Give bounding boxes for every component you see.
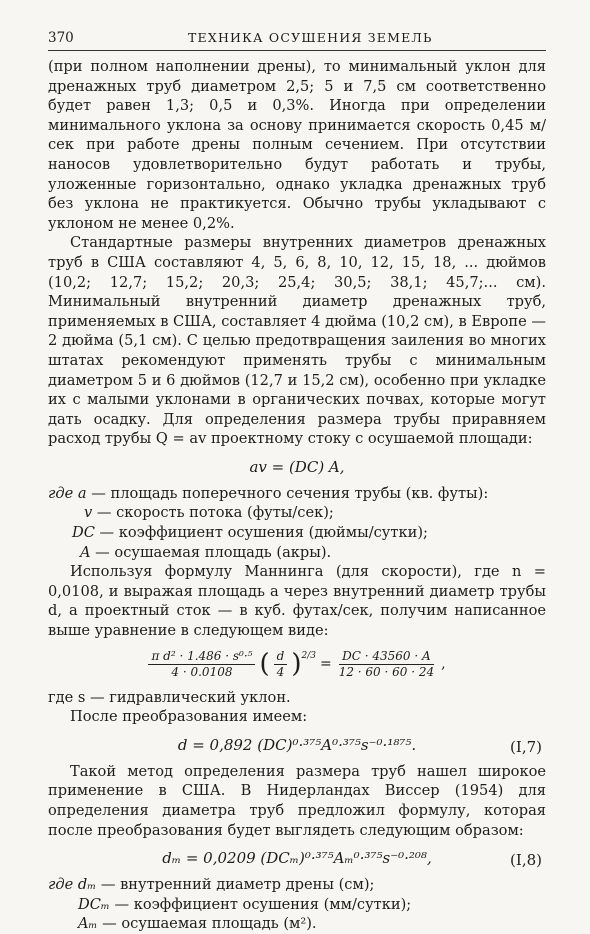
definition-item: [48, 895, 546, 915]
equation-3: [48, 736, 546, 754]
page-number: 370: [48, 30, 74, 46]
running-head: ТЕХНИКА ОСУШЕНИЯ ЗЕМЕЛЬ: [188, 30, 433, 45]
definition-term: где dₘ: [48, 876, 97, 894]
definition-item: [48, 503, 546, 523]
fraction-numerator: d: [274, 649, 288, 665]
definition-term: v: [84, 504, 93, 522]
paragraph-1: (при полном наполнении дрены), то минимальный уклон для дренажных труб диаметром 2,5; 5 и 7,5 см соответственно будет равен 1,3; 0,5 и 0,3%. Иногда при определении минимального уклона за основу принимается скорость 0,45 м/сек при работе дрены полным сечением. При отсутствии наносов удовлетворительно будут работать и трубы, уложенные горизонтально, однако укладка дренажных труб без уклона не практикуется. Обычно трубы укладывают с уклоном не менее 0,2%.: [48, 58, 546, 232]
definitions-2: [48, 875, 546, 934]
definition-item: [48, 914, 546, 934]
definition-desc: — внутренний диаметр дрены (см);: [96, 876, 375, 894]
paragraph-2: Стандартные размеры внутренних диаметров дренажных труб в США составляют 4, 5, 6, 8, 10, 12, 15, 18, ... дюймов (10,2; 12,7; 15,2; 20,3; 25,4; 30,5; 38,1; 45,7;... см). Минимальный внутренний диаметр дренажных труб, применяемых в США, составляет 4 дюйма (10,2 см), в Европе — 2 дюйма (5,1 см). С целью предотвращения заиления во многих штатах рекомендуют применять трубы с минимальным диаметром 5 и 6 дюймов (12,7 и 15,2 см), особенно при укладке их с малыми уклонами в органических почвах, которые могут дать осадку. Для определения размера трубы приравняем расход трубы Q = av проектному стоку с осушаемой площади:: [48, 234, 546, 448]
definition-item: [48, 484, 546, 504]
paragraph-3: Используя формулу Маннинга (для скорости), где n = 0,0108, и выражая площадь a через внутренний диаметр трубы d, а проектный сток — в куб. футах/сек, получим написанное выше уравнение в следующем виде:: [48, 563, 546, 640]
right-paren: ): [291, 649, 302, 680]
definition-item: [48, 543, 546, 563]
fraction-numerator: π d² · 1.486 · s⁰·⁵: [148, 649, 255, 665]
equation-1-text: av = (DC) A,: [249, 457, 345, 476]
definition-desc: — площадь поперечного сечения трубы (кв. футы):: [86, 484, 489, 502]
definition-desc: — коэффициент осушения (дюймы/сутки);: [94, 524, 428, 542]
note-s: где s — гидравлический уклон.: [48, 688, 291, 706]
definition-desc: — коэффициент осушения (мм/сутки);: [109, 895, 412, 913]
equation-2-lhs-fraction: [148, 649, 255, 680]
definition-item: [48, 523, 546, 543]
definition-term: где a: [48, 484, 87, 502]
definition-term: Aₘ: [78, 915, 98, 933]
definition-desc: — осушаемая площадь (м²).: [97, 915, 317, 933]
definition-desc: — осушаемая площадь (акры).: [90, 543, 332, 561]
equation-4-number: (I,8): [510, 851, 542, 870]
equation-2-rhs-fraction: [336, 649, 437, 680]
definition-term: DC: [72, 524, 95, 542]
equation-4-text: dₘ = 0,0209 (DCₘ)⁰·³⁷⁵Aₘ⁰·³⁷⁵s⁻⁰·²⁰⁸,: [162, 849, 432, 868]
equation-2-paren-fraction: [274, 649, 288, 680]
definition-desc: — скорость потока (футы/сек);: [92, 504, 334, 522]
definitions-1: [48, 484, 546, 562]
equation-3-text: d = 0,892 (DC)⁰·³⁷⁵A⁰·³⁷⁵s⁻⁰·¹⁸⁷⁵.: [177, 735, 417, 754]
definition-item: [48, 875, 546, 895]
definition-term: A: [80, 543, 91, 561]
equation-2: $\frac{\text{π d² · 1.486 · s⁰·⁵}}{4 \cdot 0.0108}$ ( $\frac{d}{4}$ ) $^{2/3}$ = $\frac{DC \cdot 43560 \cdot A}{12 \cdot 60 \cdot 60 \cdot 24}$ ,: [48, 649, 546, 680]
fraction-numerator: DC · 43560 · A: [339, 649, 434, 665]
equation-3-number: (I,7): [510, 737, 542, 756]
equation-2-power: 2/3: [301, 651, 316, 662]
fraction-denominator: 4: [276, 664, 285, 679]
equation-4: [48, 849, 546, 870]
left-paren: (: [259, 649, 270, 680]
fraction-denominator: 12 · 60 · 60 · 24: [338, 664, 435, 679]
equation-2-tail: ,: [441, 656, 446, 673]
paragraph-5: Такой метод определения размера труб нашел широкое применение в США. В Нидерландах Виссер (1954) для определения диаметра труб предложил формулу, которая после преобразования будет выглядеть следующим образом:: [48, 762, 546, 839]
fraction-denominator: 4 · 0.0108: [171, 664, 233, 679]
page-header: [48, 30, 546, 51]
definition-term: DCₘ: [78, 895, 110, 913]
paragraph-4: После преобразования имеем:: [70, 708, 308, 726]
equation-1: [48, 458, 546, 476]
